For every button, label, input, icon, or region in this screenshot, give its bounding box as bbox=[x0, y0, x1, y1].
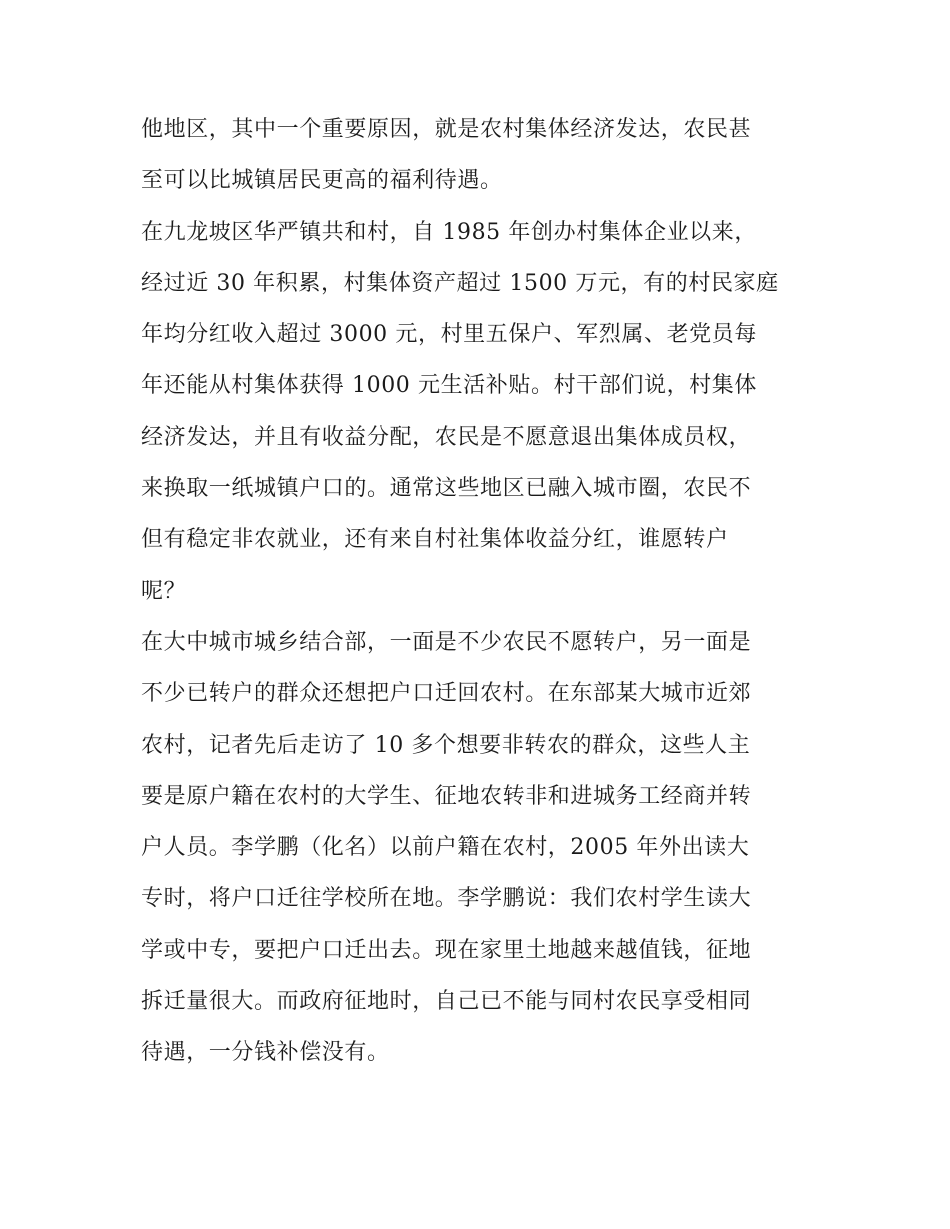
text-line: 在大中城市城乡结合部，一面是不少农民不愿转户，另一面是 bbox=[141, 629, 752, 655]
text-line: 不少已转户的群众还想把户口迁回农村。在东部某大城市近郊 bbox=[141, 681, 752, 707]
text-line: 年还能从村集体获得 1000 元生活补贴。村干部们说，村集体 bbox=[141, 373, 757, 399]
text-line: 呢？ bbox=[141, 578, 187, 604]
text-line: 经济发达，并且有收益分配，农民是不愿意退出集体成员权， bbox=[141, 424, 752, 450]
text-line: 来换取一纸城镇户口的。通常这些地区已融入城市圈，农民不 bbox=[141, 476, 752, 502]
text-line: 在九龙坡区华严镇共和村，自 1985 年创办村集体企业以来， bbox=[141, 219, 757, 245]
text-line: 要是原户籍在农村的大学生、征地农转非和进城务工经商并转 bbox=[141, 783, 752, 809]
text-line: 但有稳定非农就业，还有来自村社集体收益分红，谁愿转户 bbox=[141, 527, 729, 553]
text-line: 经过近 30 年积累，村集体资产超过 1500 万元，有的村民家庭 bbox=[141, 270, 779, 296]
text-line: 拆迁量很大。而政府征地时，自己已不能与同村农民享受相同 bbox=[141, 989, 752, 1015]
text-line: 他地区，其中一个重要原因，就是农村集体经济发达，农民甚 bbox=[141, 117, 752, 142]
text-line: 至可以比城镇居民更高的福利待遇。 bbox=[141, 168, 503, 194]
text-line: 年均分红收入超过 3000 元，村里五保户、军烈属、老党员每 bbox=[141, 322, 757, 348]
text-line: 学或中专，要把户口迁出去。现在家里土地越来越值钱，征地 bbox=[141, 937, 752, 963]
text-line: 户人员。李学鹏（化名）以前户籍在农村，2005 年外出读大 bbox=[141, 835, 750, 861]
document-body bbox=[141, 104, 821, 1079]
text-line: 农村，记者先后走访了 10 多个想要非转农的群众，这些人主 bbox=[141, 732, 751, 758]
text-line: 专时，将户口迁往学校所在地。李学鹏说：我们农村学生读大 bbox=[141, 886, 752, 912]
text-line: 待遇，一分钱补偿没有。 bbox=[141, 1040, 390, 1066]
